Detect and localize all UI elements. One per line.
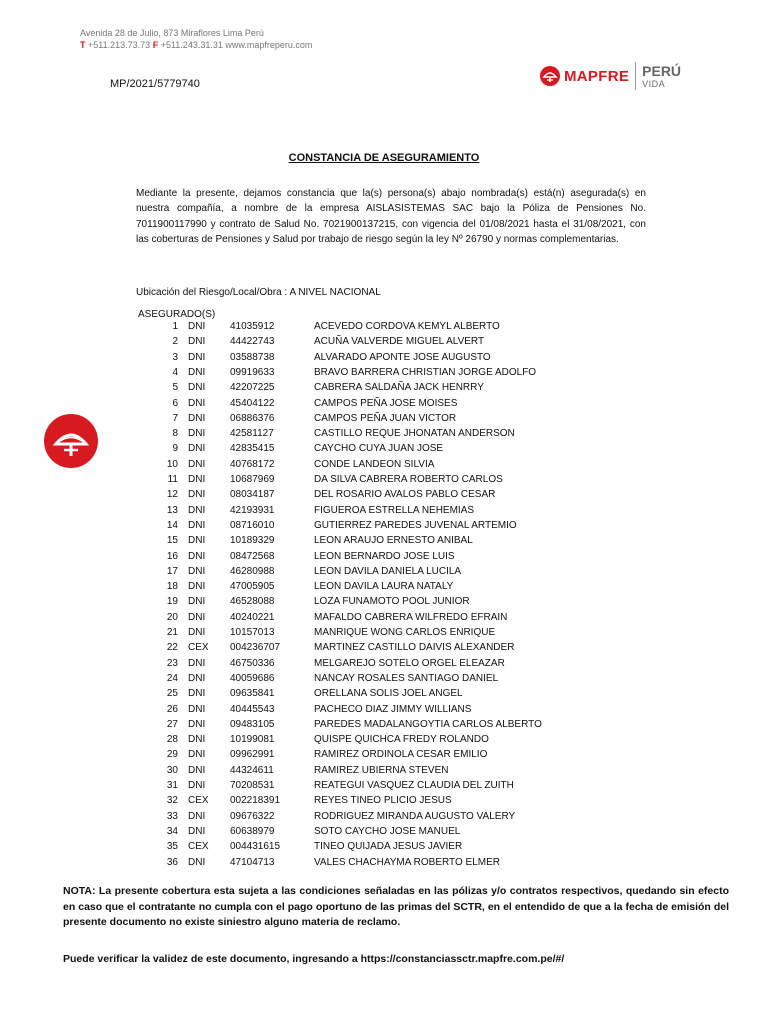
insured-name: FIGUEROA ESTRELLA NEHEMIAS — [314, 504, 475, 516]
table-row — [0, 505, 768, 520]
doc-type: CEX — [188, 841, 209, 853]
table-row — [0, 474, 768, 489]
company-address: Avenida 28 de Julio, 873 Miraflores Lima Perú — [80, 28, 264, 38]
row-number: 7 — [172, 412, 178, 424]
insured-name: DEL ROSARIO AVALOS PABLO CESAR — [314, 489, 496, 501]
insured-name: RODRIGUEZ MIRANDA AUGUSTO VALERY — [314, 810, 516, 822]
logo-divider — [635, 62, 636, 90]
doc-number: 06886376 — [230, 412, 275, 424]
doc-number: 42835415 — [230, 443, 275, 455]
doc-number: 70208531 — [230, 780, 275, 791]
row-number: 8 — [172, 428, 178, 440]
insured-name: CONDE LANDEON SILVIA — [314, 458, 435, 470]
row-number: 17 — [166, 565, 178, 577]
row-number: 26 — [166, 703, 178, 715]
doc-type: DNI — [188, 749, 206, 761]
logo-country-block — [642, 64, 681, 89]
row-number: 2 — [172, 336, 178, 348]
insured-name: MANRIQUE WONG CARLOS ENRIQUE — [314, 627, 496, 638]
doc-number: 40240221 — [230, 611, 275, 623]
row-number: 24 — [166, 672, 178, 684]
doc-number: 42207225 — [230, 382, 275, 394]
company-contact — [80, 40, 312, 50]
doc-type: DNI — [188, 825, 206, 837]
doc-type: DNI — [188, 336, 206, 348]
doc-type: DNI — [188, 504, 206, 516]
row-number: 15 — [166, 535, 178, 547]
verification-notice: Puede verificar la validez de este documento, ingresando a https://constanciassctr.mapfre.com.pe/#/ — [63, 953, 565, 965]
table-row — [0, 811, 768, 826]
insured-name: CASTILLO REQUE JHONATAN ANDERSON — [314, 428, 515, 440]
table-row — [0, 382, 768, 397]
risk-location-value: A NIVEL NACIONAL — [289, 287, 381, 298]
insured-name: LEON BERNARDO JOSE LUIS — [314, 550, 455, 562]
doc-number: 004236707 — [230, 642, 281, 654]
doc-number: 45404122 — [230, 397, 275, 409]
doc-number: 47005905 — [230, 581, 275, 593]
doc-number: 002218391 — [230, 795, 281, 807]
doc-type: DNI — [188, 780, 206, 791]
row-number: 23 — [166, 657, 178, 669]
doc-type: DNI — [188, 764, 206, 776]
table-row — [0, 459, 768, 474]
row-number: 11 — [167, 474, 178, 485]
insured-name: MELGAREJO SOTELO ORGEL ELEAZAR — [314, 657, 505, 669]
doc-type: DNI — [188, 810, 206, 822]
insured-name: MARTINEZ CASTILLO DAIVIS ALEXANDER — [314, 642, 515, 654]
table-row — [0, 688, 768, 703]
table-row — [0, 413, 768, 428]
row-number: 29 — [166, 749, 178, 761]
table-row — [0, 841, 768, 856]
doc-number: 09676322 — [230, 810, 275, 822]
fax-number: +511.243.31.31 — [160, 40, 223, 50]
doc-type: DNI — [188, 535, 206, 547]
doc-number: 10199081 — [230, 734, 275, 746]
insured-name: PACHECO DIAZ JIMMY WILLIANS — [314, 703, 472, 715]
insured-name: SOTO CAYCHO JOSE MANUEL — [314, 825, 461, 837]
row-number: 9 — [172, 443, 178, 455]
doc-number: 40768172 — [230, 458, 275, 470]
table-row — [0, 612, 768, 627]
document-reference: MP/2021/5779740 — [110, 78, 200, 90]
logo-brand: MAPFRE — [564, 67, 630, 85]
doc-number: 09483105 — [230, 718, 275, 730]
row-number: 16 — [166, 550, 178, 562]
doc-number: 60638979 — [230, 825, 275, 837]
insured-name: CAYCHO CUYA JUAN JOSE — [314, 443, 444, 455]
insured-name: LEON ARAUJO ERNESTO ANIBAL — [314, 535, 473, 547]
table-row — [0, 719, 768, 734]
website-link[interactable]: www.mapfreperu.com — [225, 40, 313, 50]
row-number: 14 — [166, 519, 178, 531]
insured-name: DA SILVA CABRERA ROBERTO CARLOS — [314, 474, 503, 485]
table-row — [0, 734, 768, 749]
insured-name: ALVARADO APONTE JOSE AUGUSTO — [314, 351, 491, 363]
table-row — [0, 795, 768, 810]
phone-number: +511.213.73.73 — [88, 40, 151, 50]
row-number: 1 — [172, 321, 178, 332]
row-number: 30 — [166, 764, 178, 776]
logo-line: VIDA — [642, 78, 666, 89]
doc-type: DNI — [188, 519, 206, 531]
doc-number: 08472568 — [230, 550, 275, 562]
insured-name: NANCAY ROSALES SANTIAGO DANIEL — [314, 672, 499, 684]
insured-name: ORELLANA SOLIS JOEL ANGEL — [314, 688, 463, 700]
table-row — [0, 765, 768, 780]
doc-type: DNI — [188, 489, 206, 501]
insured-name: RAMIREZ ORDINOLA CESAR EMILIO — [314, 749, 488, 761]
table-row — [0, 581, 768, 596]
insured-name: CAMPOS PEÑA JUAN VICTOR — [314, 412, 457, 424]
table-row — [0, 826, 768, 841]
table-row — [0, 367, 768, 382]
doc-type: DNI — [188, 581, 206, 593]
table-row — [0, 642, 768, 657]
doc-type: DNI — [188, 321, 206, 332]
doc-type: DNI — [188, 672, 206, 684]
row-number: 22 — [166, 642, 178, 654]
row-number: 32 — [166, 795, 178, 807]
table-row — [0, 321, 768, 336]
doc-number: 46280988 — [230, 565, 275, 577]
table-row — [0, 428, 768, 443]
table-row — [0, 780, 768, 795]
doc-type: DNI — [188, 734, 206, 746]
table-row — [0, 749, 768, 764]
table-row — [0, 658, 768, 673]
doc-type: DNI — [188, 688, 206, 700]
document-title: CONSTANCIA DE ASEGURAMIENTO — [288, 152, 480, 164]
insured-name: REATEGUI VASQUEZ CLAUDIA DEL ZUITH — [314, 780, 514, 791]
doc-type: DNI — [188, 397, 206, 409]
insured-name: RAMIREZ UBIERNA STEVEN — [314, 764, 449, 776]
row-number: 25 — [166, 688, 178, 700]
table-row — [0, 352, 768, 367]
doc-type: DNI — [188, 428, 206, 440]
doc-number: 09635841 — [230, 688, 275, 700]
row-number: 13 — [166, 504, 178, 516]
insured-name: TINEO QUIJADA JESUS JAVIER — [314, 841, 463, 853]
coverage-note: NOTA: La presente cobertura esta sujeta a las condiciones señaladas en las pólizas y/o contratos respectivos, quedando sin efecto en caso que el contratante no cumpla con el pago oportuno de las primas del SCTR, en el entendido de que a la fecha de emisión del presente documento no existe siniestro alguno materia de reclamo. — [63, 885, 729, 928]
doc-number: 46750336 — [230, 657, 275, 669]
doc-type: CEX — [188, 642, 209, 654]
insured-name: MAFALDO CABRERA WILFREDO EFRAIN — [314, 611, 508, 623]
doc-type: DNI — [188, 366, 206, 378]
insured-name: BRAVO BARRERA CHRISTIAN JORGE ADOLFO — [314, 366, 537, 378]
table-row — [0, 489, 768, 504]
logo-country: PERÚ — [642, 62, 682, 79]
insured-name: QUISPE QUICHCA FREDY ROLANDO — [314, 734, 489, 746]
doc-type: DNI — [188, 412, 206, 424]
row-number: 18 — [166, 581, 178, 593]
insured-name: LEON DAVILA LAURA NATALY — [314, 581, 454, 593]
doc-type: DNI — [188, 565, 206, 577]
row-number: 12 — [166, 489, 178, 501]
insured-name: CABRERA SALDAÑA JACK HENRRY — [314, 382, 484, 394]
risk-location-label: Ubicación del Riesgo/Local/Obra : — [136, 287, 288, 298]
doc-type: DNI — [188, 718, 206, 730]
doc-type: DNI — [188, 550, 206, 562]
doc-type: DNI — [188, 351, 206, 363]
row-number: 3 — [172, 351, 178, 363]
insured-name: LEON DAVILA DANIELA LUCILA — [314, 565, 462, 577]
insured-name: VALES CHACHAYMA ROBERTO ELMER — [314, 856, 500, 868]
row-number: 34 — [166, 825, 178, 837]
doc-type: DNI — [188, 458, 206, 470]
row-number: 6 — [172, 397, 178, 409]
doc-number: 10157013 — [230, 627, 275, 638]
table-row — [0, 673, 768, 688]
doc-type: CEX — [188, 795, 209, 807]
insured-name: GUTIERREZ PAREDES JUVENAL ARTEMIO — [314, 519, 517, 531]
doc-type: DNI — [188, 474, 206, 485]
row-number: 19 — [166, 596, 178, 608]
row-number: 28 — [166, 734, 178, 746]
doc-number: 10189329 — [230, 535, 275, 547]
doc-number: 09962991 — [230, 749, 275, 761]
doc-number: 40445543 — [230, 703, 275, 715]
table-row — [0, 535, 768, 550]
doc-number: 08716010 — [230, 519, 275, 531]
doc-number: 41035912 — [230, 321, 275, 332]
table-row — [0, 704, 768, 719]
insured-name: CAMPOS PEÑA JOSE MOISES — [314, 397, 458, 409]
insured-name: ACEVEDO CORDOVA KEMYL ALBERTO — [314, 321, 500, 332]
row-number: 21 — [166, 627, 178, 638]
risk-location — [136, 287, 381, 298]
mapfre-logo — [540, 62, 681, 90]
doc-number: 44324611 — [230, 764, 274, 776]
fax-prefix: F — [152, 40, 159, 50]
intro-paragraph: Mediante la presente, dejamos constancia que la(s) persona(s) abajo nombrada(s) está(n) asegurada(s) en nuestra compañía, a nombre de la empresa AISLASISTEMAS SAC bajo la Póliza de Pensiones No. 7011900117990 y contrato de Salud No. 7021900137215, con vigencia del 01/08/2021 hasta el 31/08/2021, con las coberturas de Pensiones y Salud por trabajo de riesgo según la ley Nº 26790 y normas complementarias. — [136, 188, 646, 245]
doc-type: DNI — [188, 856, 206, 868]
doc-type: DNI — [188, 443, 206, 455]
doc-number: 46528088 — [230, 596, 275, 608]
doc-number: 03588738 — [230, 351, 275, 363]
doc-type: DNI — [188, 657, 206, 669]
doc-number: 40059686 — [230, 672, 275, 684]
doc-number: 42193931 — [230, 504, 275, 516]
doc-type: DNI — [188, 627, 206, 638]
table-row — [0, 566, 768, 581]
insured-name: ACUÑA VALVERDE MIGUEL ALVERT — [314, 336, 485, 348]
phone-prefix: T — [80, 40, 86, 50]
table-row — [0, 596, 768, 611]
doc-number: 004431615 — [230, 841, 281, 853]
insured-name: REYES TINEO PLICIO JESUS — [314, 795, 452, 807]
row-number: 5 — [172, 382, 178, 394]
row-number: 35 — [166, 841, 178, 853]
insured-header: ASEGURADO(S) — [138, 309, 216, 320]
row-number: 27 — [166, 718, 178, 730]
doc-type: DNI — [188, 703, 206, 715]
doc-number: 08034187 — [230, 489, 275, 501]
table-row — [0, 551, 768, 566]
row-number: 20 — [166, 611, 178, 623]
mapfre-emblem-icon — [540, 66, 560, 86]
table-row — [0, 336, 768, 351]
doc-type: DNI — [188, 382, 206, 394]
row-number: 31 — [166, 780, 178, 791]
doc-type: DNI — [188, 596, 206, 608]
insured-name: LOZA FUNAMOTO POOL JUNIOR — [314, 596, 470, 608]
row-number: 10 — [166, 458, 178, 470]
table-row — [0, 520, 768, 535]
table-row — [0, 627, 768, 642]
doc-number: 47104713 — [230, 856, 275, 868]
doc-number: 44422743 — [230, 336, 275, 348]
row-number: 33 — [166, 810, 178, 822]
row-number: 36 — [166, 856, 178, 868]
doc-number: 09919633 — [230, 366, 275, 378]
insured-name: PAREDES MADALANGOYTIA CARLOS ALBERTO — [314, 718, 542, 730]
doc-number: 10687969 — [230, 474, 275, 485]
row-number: 4 — [172, 366, 178, 378]
table-row — [0, 398, 768, 413]
table-row — [0, 857, 768, 872]
table-row — [0, 443, 768, 458]
doc-type: DNI — [188, 611, 206, 623]
doc-number: 42581127 — [230, 428, 274, 440]
